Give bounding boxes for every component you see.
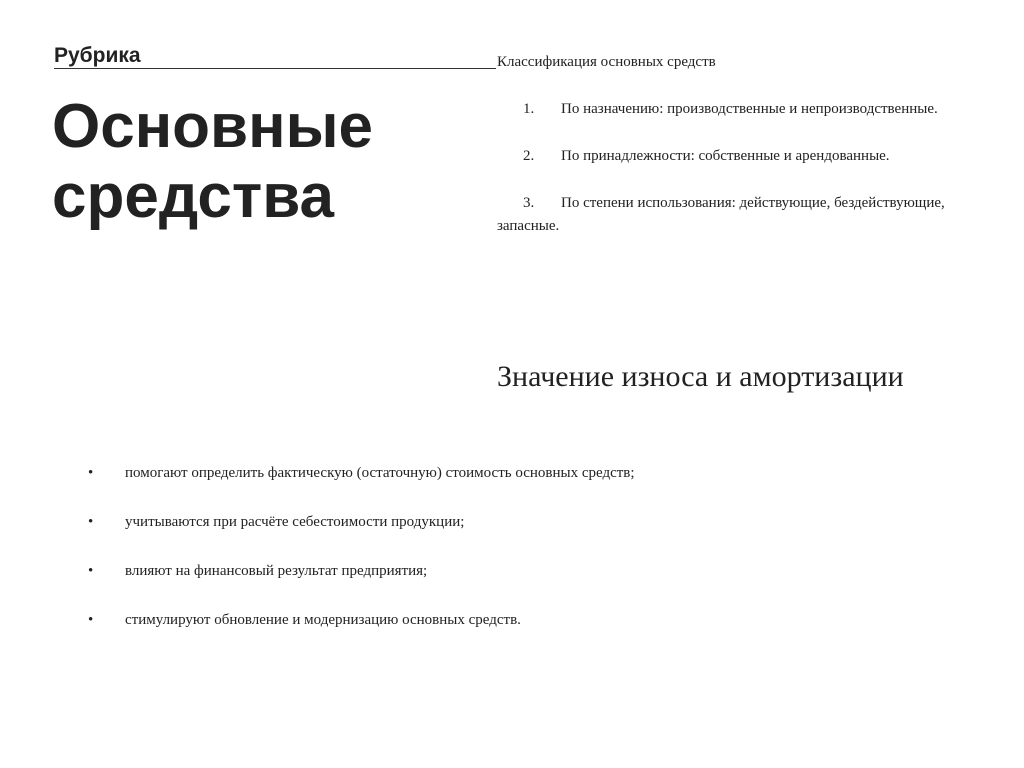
bullet-icon: • — [88, 563, 94, 579]
list-item — [88, 511, 968, 533]
list-item — [497, 145, 977, 168]
list-item-text: По степени использования: действующие, бездействующие, запасные. — [497, 195, 945, 234]
list-item — [88, 462, 968, 484]
list-item-text: По принадлежности: собственные и арендованные. — [561, 148, 890, 164]
list-item-text: влияют на финансовый результат предприятия; — [125, 563, 428, 579]
page-title-line-1: Основные — [52, 92, 374, 161]
list-item-number: 2. — [523, 148, 535, 164]
list-item-text: По назначению: производственные и непроизводственные. — [561, 101, 938, 117]
section-heading: Значение износа и амортизации — [497, 360, 904, 393]
list-item-text: стимулируют обновление и модернизацию основных средств. — [125, 612, 521, 628]
list-item-number: 3. — [523, 195, 535, 211]
page-title — [52, 92, 472, 232]
list-item — [497, 98, 977, 121]
bullet-icon: • — [88, 514, 94, 530]
list-item — [88, 560, 968, 582]
rubric-underline — [54, 68, 496, 69]
list-item-text: помогают определить фактическую (остаточную) стоимость основных средств; — [125, 465, 635, 481]
rubric-label: Рубрика — [54, 44, 141, 67]
classification-heading: Классификация основных средств — [497, 54, 716, 70]
bullet-icon: • — [88, 465, 94, 481]
list-item — [88, 609, 968, 631]
list-item-text: учитываются при расчёте себестоимости продукции; — [125, 514, 465, 530]
bullet-icon: • — [88, 612, 94, 628]
list-item — [497, 192, 977, 238]
classification-list — [497, 98, 977, 262]
page-title-line-2: средства — [52, 162, 334, 231]
list-item-number: 1. — [523, 101, 535, 117]
bullet-list — [88, 462, 968, 658]
